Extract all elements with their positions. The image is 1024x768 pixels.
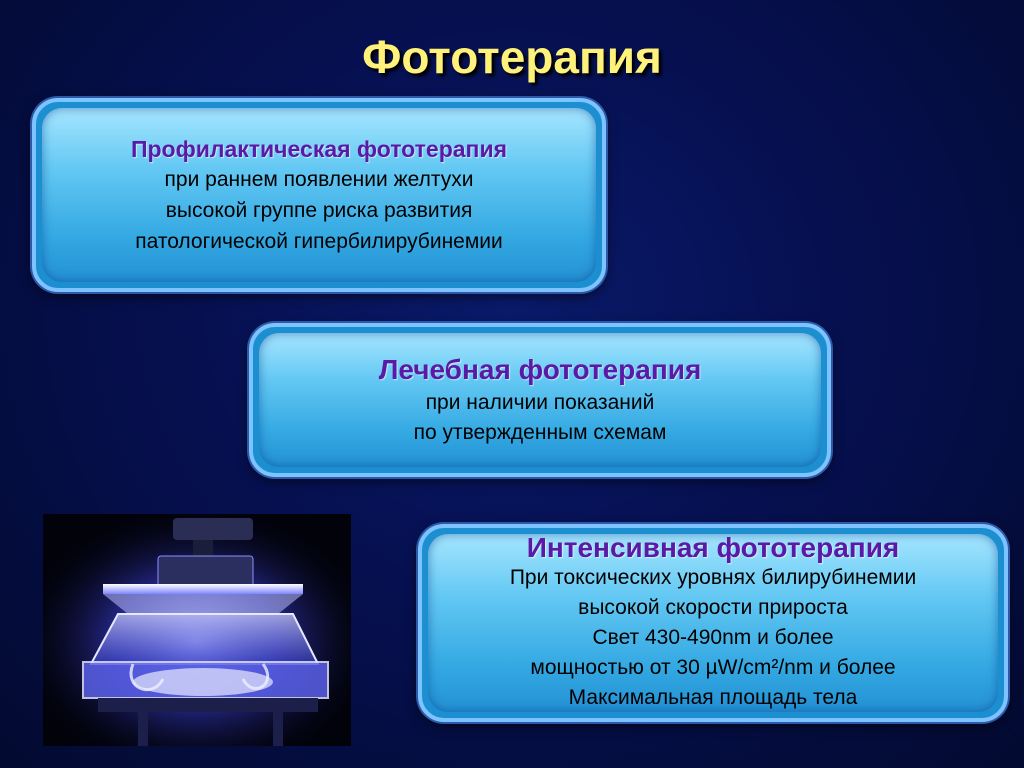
panel-intensive-line-3: Свет 430-490nm и более — [592, 626, 834, 649]
panel-intensive-line-5: Максимальная площадь тела — [568, 686, 858, 709]
panel-intensive — [418, 524, 1008, 722]
panel-prophylactic-line-1: при раннем появлении желтухи — [164, 167, 474, 191]
panel-intensive-body — [428, 534, 998, 712]
panel-therapeutic-line-1: при наличии показаний — [425, 391, 655, 414]
incubator-photo — [43, 514, 351, 746]
panel-prophylactic-line-3: патологической гипербилирубинемии — [135, 229, 503, 253]
panel-prophylactic-line-2: высокой группе риска развития — [165, 198, 473, 222]
panel-intensive-line-1: При токсических уровнях билирубинемии — [509, 566, 917, 589]
panel-therapeutic-heading: Лечебная фототерапия — [378, 354, 702, 385]
panel-prophylactic-body — [42, 108, 596, 282]
slide-title: Фототерапия — [362, 31, 662, 83]
panel-therapeutic-line-2: по утвержденным схемам — [413, 421, 667, 444]
panel-intensive-line-2: высокой скорости прироста — [578, 596, 848, 619]
panel-prophylactic-heading: Профилактическая фототерапия — [130, 135, 508, 162]
panel-therapeutic-body — [259, 333, 821, 467]
panel-therapeutic — [249, 323, 831, 477]
panel-prophylactic — [32, 98, 606, 292]
incubator-illustration — [43, 514, 351, 746]
panel-intensive-line-4: мощностью от 30 µW/cm²/nm и более — [530, 656, 896, 679]
panel-intensive-heading: Интенсивная фототерапия — [526, 532, 900, 563]
